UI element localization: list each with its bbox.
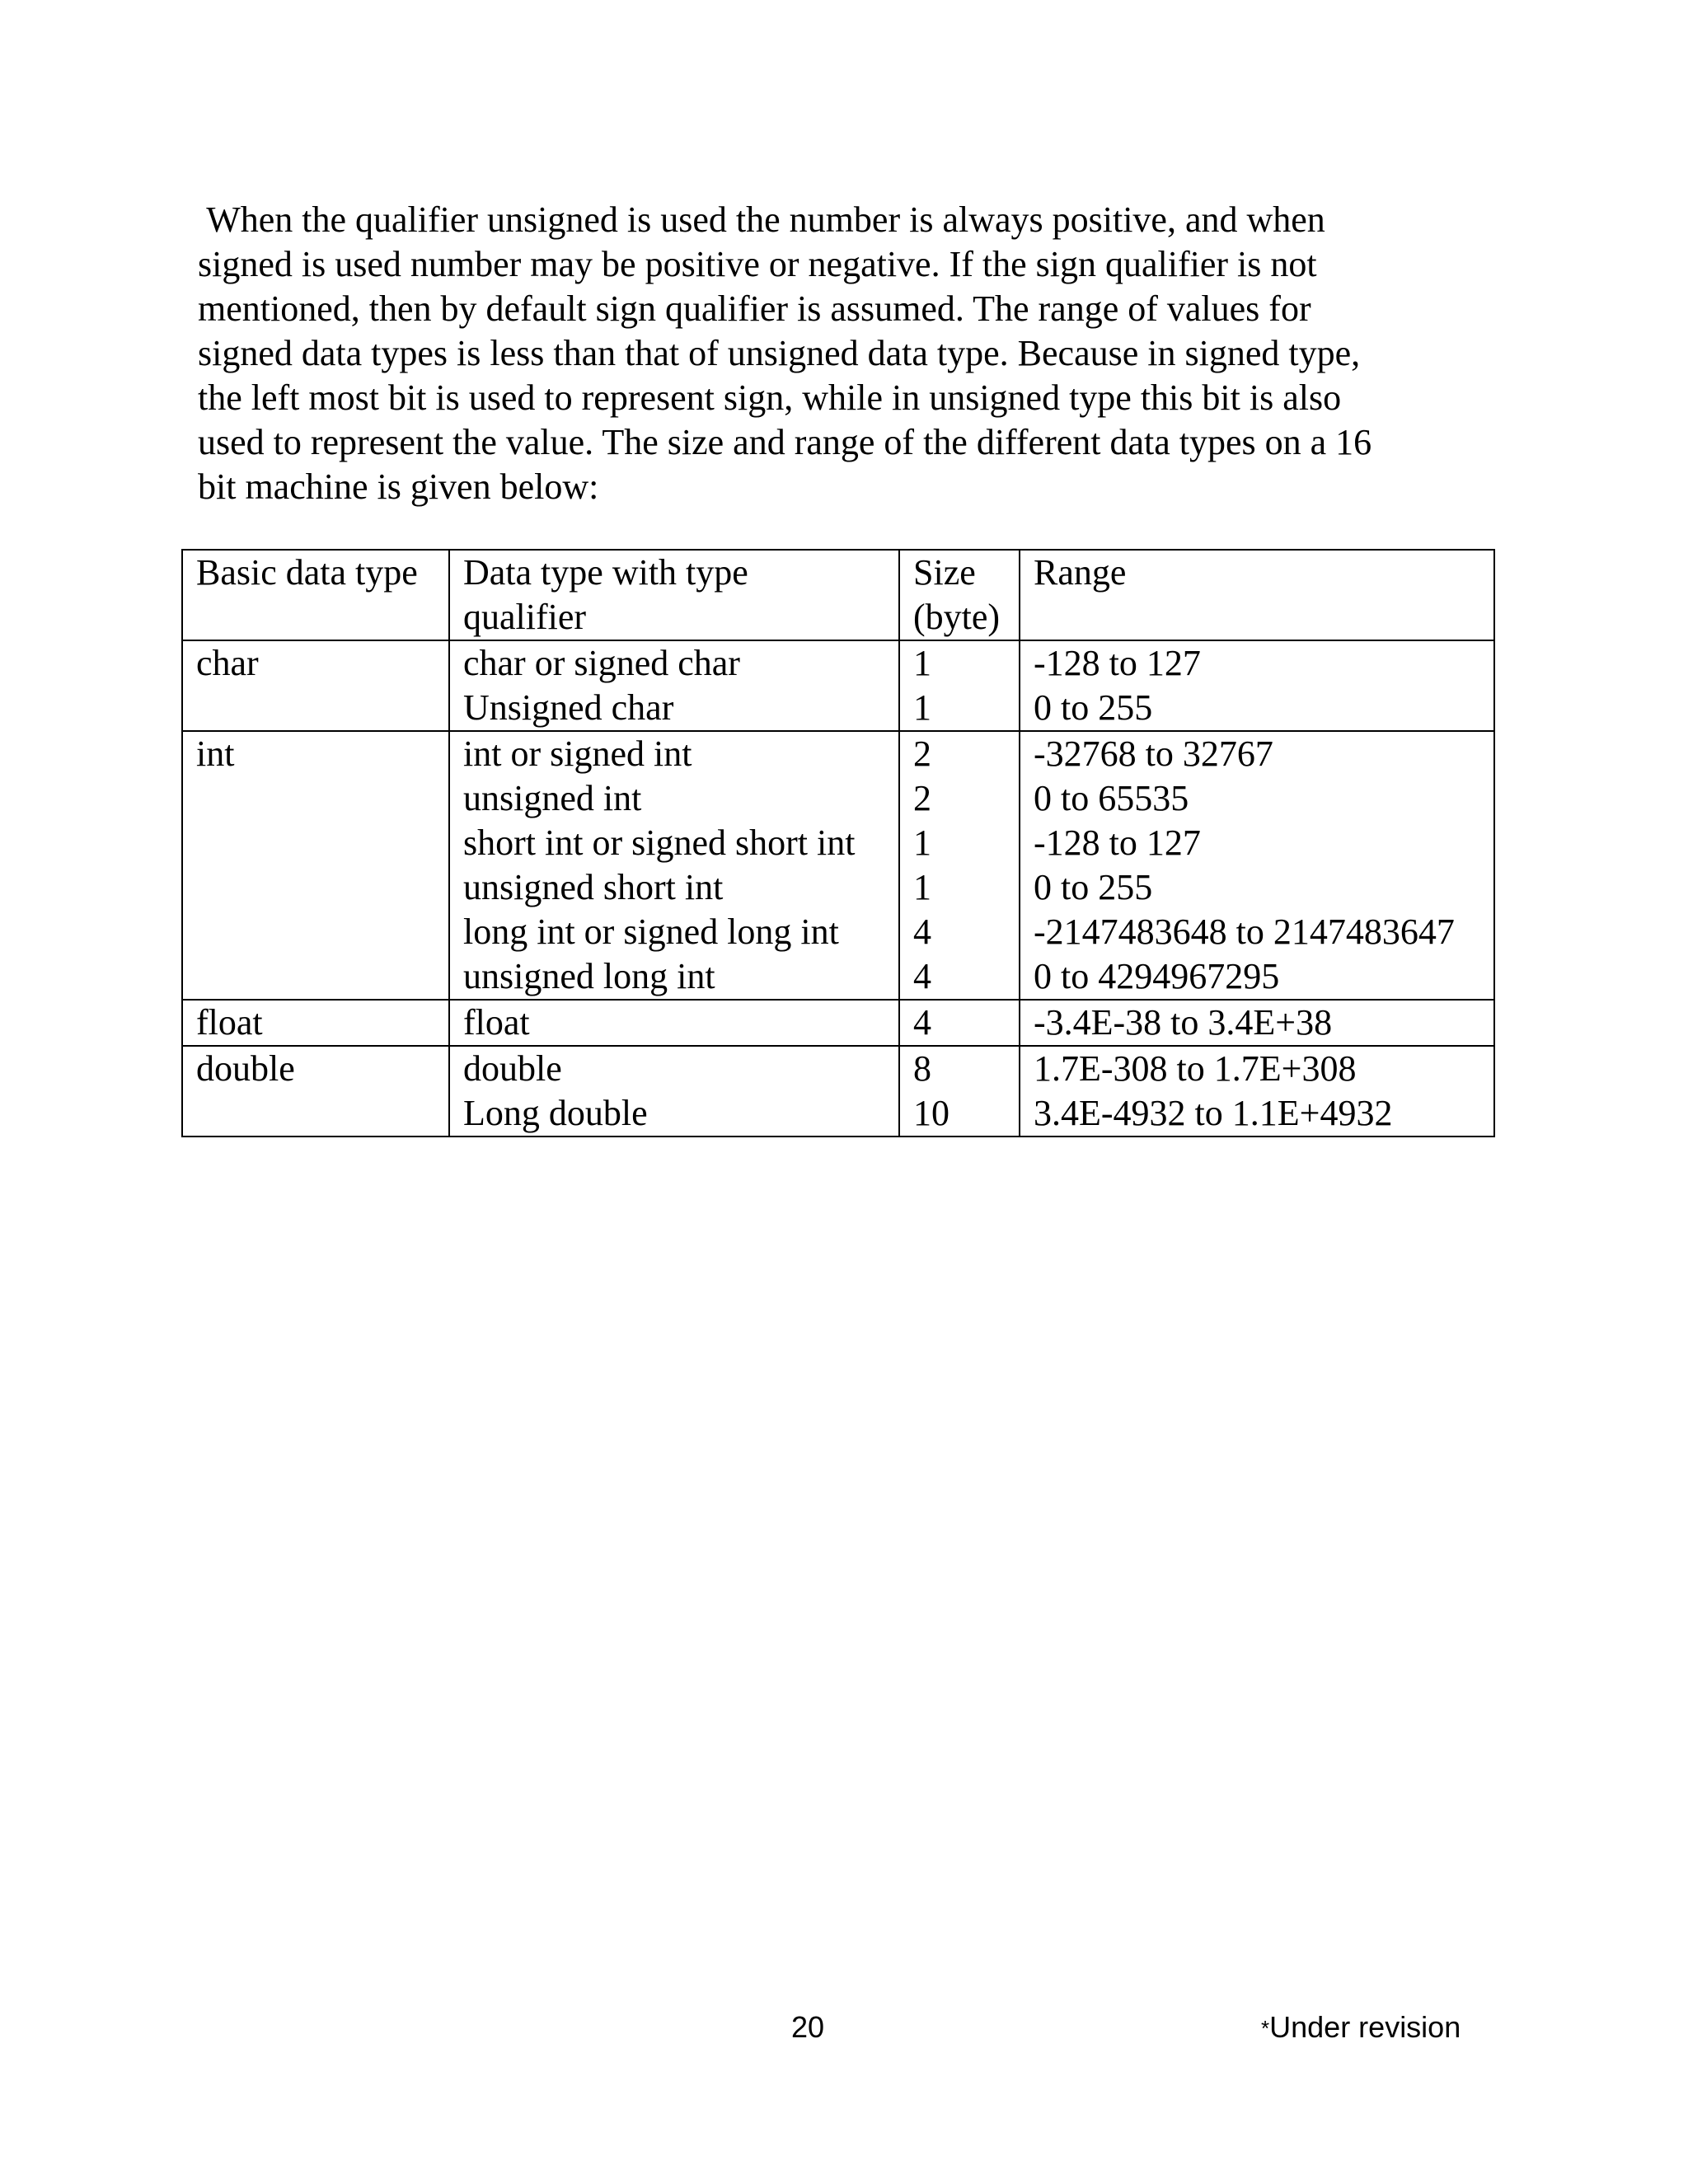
revision-asterisk: *	[1261, 2016, 1270, 2041]
intro-paragraph	[198, 198, 1484, 509]
cell-sizes: 2 2 1 1 4 4	[899, 731, 1020, 1000]
intro-line: signed data types is less than that of unsigned data type. Because in signed type,	[198, 333, 1361, 373]
table-row-double	[182, 1046, 1494, 1137]
page-number: 20	[790, 2010, 825, 2044]
cell-ranges: -32768 to 32767 0 to 65535 -128 to 127 0 to 255 -2147483648 to 2147483647 0 to 4294967295	[1020, 731, 1494, 1000]
cell-basic-type: int	[182, 731, 449, 1000]
cell-basic-type: char	[182, 640, 449, 731]
intro-line: used to represent the value. The size and range of the different data types on a 16	[198, 422, 1372, 462]
cell-sizes: 8 10	[899, 1046, 1020, 1137]
table-row-char	[182, 640, 1494, 731]
table-header-row	[182, 550, 1494, 640]
cell-sizes: 4	[899, 1000, 1020, 1046]
table-row-int	[182, 731, 1494, 1000]
cell-ranges: -3.4E-38 to 3.4E+38	[1020, 1000, 1494, 1046]
header-range: Range	[1020, 550, 1494, 640]
cell-qualified-types: int or signed int unsigned int short int or signed short int unsigned short int long int or signed long int unsigned long int	[449, 731, 899, 1000]
cell-basic-type: float	[182, 1000, 449, 1046]
header-size: Size (byte)	[899, 550, 1020, 640]
cell-basic-type: double	[182, 1046, 449, 1137]
header-qualified-data-type: Data type with type qualifier	[449, 550, 899, 640]
cell-qualified-types: char or signed char Unsigned char	[449, 640, 899, 731]
cell-qualified-types: double Long double	[449, 1046, 899, 1137]
revision-note	[1261, 2009, 1461, 2046]
cell-qualified-types: float	[449, 1000, 899, 1046]
revision-note-text: Under revision	[1269, 2010, 1461, 2044]
intro-line: When the qualifier unsigned is used the number is always positive, and when	[198, 199, 1325, 240]
cell-ranges: -128 to 127 0 to 255	[1020, 640, 1494, 731]
intro-line: signed is used number may be positive or negative. If the sign qualifier is not	[198, 244, 1317, 284]
cell-sizes: 1 1	[899, 640, 1020, 731]
intro-line: bit machine is given below:	[198, 466, 599, 507]
intro-line: the left most bit is used to represent sign, while in unsigned type this bit is also	[198, 377, 1342, 418]
header-basic-data-type: Basic data type	[182, 550, 449, 640]
cell-ranges: 1.7E-308 to 1.7E+308 3.4E-4932 to 1.1E+4932	[1020, 1046, 1494, 1137]
intro-line: mentioned, then by default sign qualifier is assumed. The range of values for	[198, 288, 1311, 329]
table-row-float	[182, 1000, 1494, 1046]
data-types-table	[181, 549, 1495, 1137]
